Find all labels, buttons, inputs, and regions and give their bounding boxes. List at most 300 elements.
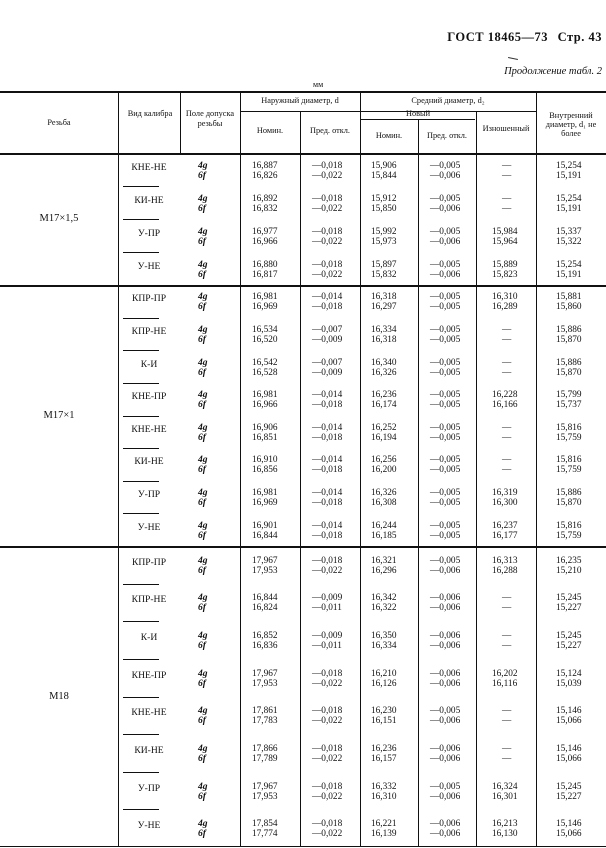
- cell-d1: 15,146: [556, 743, 582, 754]
- cell-d1: 15,870: [556, 334, 582, 345]
- cell-worn: —: [502, 603, 512, 614]
- gauge-type: КПР-НЕ: [131, 594, 167, 606]
- cell-d1: 15,245: [556, 631, 582, 642]
- tolerance-field-2: 6f: [198, 829, 206, 840]
- cell-worn: 16,202: [492, 668, 518, 679]
- cell-worn: 16,289: [492, 302, 518, 313]
- cell-d2-dev: —0,006: [430, 593, 461, 604]
- tolerance-field-2: 6f: [198, 565, 206, 576]
- tolerance-field-1: 4g: [198, 292, 208, 303]
- cell-d1: 15,066: [556, 753, 582, 764]
- col-thread: Резьба: [47, 118, 71, 127]
- cell-d-dev: —0,011: [312, 641, 342, 652]
- group-separator: [0, 285, 606, 287]
- cell-worn: —: [502, 455, 512, 466]
- tolerance-field-1: 4g: [198, 488, 208, 499]
- cell-d1: 15,337: [556, 226, 582, 237]
- cell-d-nom: 16,836: [252, 641, 278, 652]
- cell-d-dev: —0,009: [312, 334, 343, 345]
- cell-d-dev: —0,018: [312, 160, 343, 171]
- cell-d-dev: —0,007: [312, 357, 343, 368]
- tolerance-field-2: 6f: [198, 432, 206, 443]
- cell-d2-dev: —0,005: [430, 334, 461, 345]
- cell-d-dev: —0,014: [312, 520, 343, 531]
- cell-d2-dev: —0,006: [430, 668, 461, 679]
- cell-d-dev: —0,018: [312, 226, 343, 237]
- cell-d-dev: —0,009: [312, 367, 343, 378]
- col-pitch-dev: Пред. откл.: [427, 131, 467, 140]
- cell-d-dev: —0,018: [312, 400, 343, 411]
- cell-worn: —: [502, 716, 512, 727]
- cell-d2-nom: 16,236: [371, 743, 397, 754]
- group-separator: [0, 546, 606, 548]
- cell-d2-nom: 16,297: [371, 302, 397, 313]
- tolerance-field-1: 4g: [198, 226, 208, 237]
- cell-d-dev: —0,018: [312, 743, 343, 754]
- tolerance-field-1: 4g: [198, 357, 208, 368]
- col-outer-nom: Номин.: [256, 126, 284, 135]
- cell-d-nom: 16,892: [252, 193, 278, 204]
- decorative-dash: [508, 57, 518, 60]
- cell-d1: 15,759: [556, 465, 582, 476]
- gauge-type: КПР-НЕ: [131, 325, 167, 337]
- gauge-type: КНЕ-НЕ: [131, 423, 167, 435]
- cell-worn: —: [502, 593, 512, 604]
- cell-d2-nom: 15,897: [371, 259, 397, 270]
- cell-d1: 15,210: [556, 565, 582, 576]
- cell-worn: 16,310: [492, 292, 518, 303]
- tolerance-field-1: 4g: [198, 422, 208, 433]
- cell-worn: 16,130: [492, 829, 518, 840]
- gauge-type: У-ПР: [137, 782, 161, 794]
- tolerance-field-2: 6f: [198, 716, 206, 727]
- cell-d-nom: 16,826: [252, 170, 278, 181]
- gauge-type: КНЕ-НЕ: [131, 707, 167, 719]
- cell-d2-nom: 16,139: [371, 829, 397, 840]
- cell-d1: 15,066: [556, 829, 582, 840]
- cell-d-dev: —0,018: [312, 465, 343, 476]
- cell-d1: 15,886: [556, 324, 582, 335]
- tolerance-field-1: 4g: [198, 259, 208, 270]
- cell-worn: 15,823: [492, 269, 518, 280]
- gauge-type: К-И: [140, 358, 158, 370]
- cell-d-nom: 16,906: [252, 422, 278, 433]
- cell-d-dev: —0,018: [312, 302, 343, 313]
- cell-d-dev: —0,009: [312, 631, 343, 642]
- cell-d2-dev: —0,005: [430, 488, 461, 499]
- cell-d-nom: 16,969: [252, 498, 278, 509]
- cell-d2-dev: —0,005: [430, 390, 461, 401]
- cell-d1: 15,254: [556, 259, 582, 270]
- cell-worn: —: [502, 422, 512, 433]
- cell-worn: —: [502, 753, 512, 764]
- cell-d2-dev: —0,005: [430, 422, 461, 433]
- gauge-type: КНЕ-НЕ: [131, 161, 167, 173]
- cell-d-nom: 16,981: [252, 488, 278, 499]
- cell-d2-nom: 16,332: [371, 781, 397, 792]
- cell-d1: 15,870: [556, 498, 582, 509]
- cell-d2-dev: —0,005: [430, 530, 461, 541]
- cell-d-nom: 16,966: [252, 236, 278, 247]
- tolerance-field-1: 4g: [198, 668, 208, 679]
- cell-worn: —: [502, 641, 512, 652]
- col-gauge-type: Вид калибра: [127, 109, 173, 118]
- gauge-type: У-НЕ: [137, 260, 161, 272]
- cell-d1: 15,759: [556, 530, 582, 541]
- cell-worn: 15,964: [492, 236, 518, 247]
- cell-d2-nom: 15,844: [371, 170, 397, 181]
- col-tolerance-field: Поле допуска резьбы: [185, 109, 235, 128]
- cell-worn: —: [502, 367, 512, 378]
- cell-d1: 15,322: [556, 236, 582, 247]
- gauge-divider: [123, 481, 159, 482]
- cell-d1: 15,124: [556, 668, 582, 679]
- cell-d-nom: 17,953: [252, 791, 278, 802]
- gauge-type: КИ-НЕ: [134, 744, 164, 756]
- gauge-type: У-ПР: [137, 227, 161, 239]
- tolerance-field-2: 6f: [198, 530, 206, 541]
- cell-d2-dev: —0,006: [430, 170, 461, 181]
- gauge-divider: [123, 621, 159, 622]
- cell-d2-nom: 15,906: [371, 160, 397, 171]
- cell-d2-dev: —0,006: [430, 565, 461, 576]
- cell-d2-dev: —0,005: [430, 781, 461, 792]
- cell-d1: 15,870: [556, 367, 582, 378]
- cell-d2-nom: 16,310: [371, 791, 397, 802]
- cell-d2-dev: —0,005: [430, 292, 461, 303]
- tolerance-field-1: 4g: [198, 631, 208, 642]
- cell-d1: 15,146: [556, 819, 582, 830]
- tolerance-field-2: 6f: [198, 498, 206, 509]
- thread-label: M17×1,5: [39, 213, 79, 224]
- cell-d2-nom: 16,256: [371, 455, 397, 466]
- tolerance-field-1: 4g: [198, 743, 208, 754]
- cell-worn: —: [502, 170, 512, 181]
- cell-d-nom: 16,534: [252, 324, 278, 335]
- cell-d2-nom: 16,221: [371, 819, 397, 830]
- gauge-divider: [123, 697, 159, 698]
- cell-d-nom: 17,774: [252, 829, 278, 840]
- cell-worn: —: [502, 334, 512, 345]
- gauge-type: КИ-НЕ: [134, 456, 164, 468]
- tolerance-field-2: 6f: [198, 791, 206, 802]
- cell-d2-nom: 16,185: [371, 530, 397, 541]
- cell-d-nom: 16,977: [252, 226, 278, 237]
- cell-d-dev: —0,014: [312, 422, 343, 433]
- cell-d-nom: 16,844: [252, 530, 278, 541]
- cell-d1: 15,245: [556, 593, 582, 604]
- gauge-divider: [123, 252, 159, 253]
- cell-worn: 15,984: [492, 226, 518, 237]
- tolerance-field-2: 6f: [198, 203, 206, 214]
- cell-d2-nom: 16,342: [371, 593, 397, 604]
- cell-d-nom: 16,856: [252, 465, 278, 476]
- gauge-divider: [123, 318, 159, 319]
- cell-d-nom: 16,844: [252, 593, 278, 604]
- gauge-divider: [123, 659, 159, 660]
- col-pitch-nom: Номин.: [375, 131, 403, 140]
- cell-d-nom: 16,817: [252, 269, 278, 280]
- cell-d1: 15,816: [556, 422, 582, 433]
- cell-d2-nom: 16,321: [371, 555, 397, 566]
- tolerance-field-2: 6f: [198, 465, 206, 476]
- cell-d-nom: 17,967: [252, 555, 278, 566]
- cell-d-dev: —0,014: [312, 292, 343, 303]
- cell-d2-nom: 16,157: [371, 753, 397, 764]
- cell-d-nom: 17,861: [252, 706, 278, 717]
- cell-d-nom: 16,542: [252, 357, 278, 368]
- page-header: [447, 30, 602, 45]
- cell-d-nom: 17,854: [252, 819, 278, 830]
- cell-d2-dev: —0,005: [430, 432, 461, 443]
- cell-d2-nom: 16,326: [371, 488, 397, 499]
- cell-d2-dev: —0,005: [430, 400, 461, 411]
- cell-d2-nom: 16,318: [371, 334, 397, 345]
- tolerance-field-1: 4g: [198, 593, 208, 604]
- cell-d2-dev: —0,005: [430, 357, 461, 368]
- cell-d2-nom: 15,992: [371, 226, 397, 237]
- cell-d2-dev: —0,005: [430, 455, 461, 466]
- gauge-divider: [123, 186, 159, 187]
- cell-d2-dev: —0,006: [430, 603, 461, 614]
- cell-worn: 16,228: [492, 390, 518, 401]
- cell-d-dev: —0,014: [312, 455, 343, 466]
- cell-d-dev: —0,018: [312, 530, 343, 541]
- cell-d-nom: 16,969: [252, 302, 278, 313]
- cell-d2-nom: 16,126: [371, 678, 397, 689]
- tolerance-field-2: 6f: [198, 334, 206, 345]
- cell-worn: 16,177: [492, 530, 518, 541]
- tolerance-field-1: 4g: [198, 706, 208, 717]
- cell-d2-nom: 16,244: [371, 520, 397, 531]
- cell-worn: 15,889: [492, 259, 518, 270]
- cell-d-dev: —0,022: [312, 236, 343, 247]
- cell-d2-dev: —0,005: [430, 555, 461, 566]
- cell-d-nom: 17,953: [252, 565, 278, 576]
- cell-d-dev: —0,018: [312, 193, 343, 204]
- cell-d1: 15,191: [556, 203, 582, 214]
- gauge-type: КПР-ПР: [131, 293, 167, 305]
- cell-d2-nom: 16,252: [371, 422, 397, 433]
- col-pitch-diameter: Средний диаметр, d₂: [411, 96, 485, 105]
- standard-number: ГОСТ 18465—73: [447, 30, 549, 44]
- tolerance-field-2: 6f: [198, 367, 206, 378]
- cell-d2-dev: —0,005: [430, 302, 461, 313]
- gauge-type: КНЕ-ПР: [131, 669, 167, 681]
- cell-d-nom: 16,880: [252, 259, 278, 270]
- cell-d1: 15,191: [556, 269, 582, 280]
- cell-d2-nom: 15,850: [371, 203, 397, 214]
- cell-d-dev: —0,018: [312, 259, 343, 270]
- cell-d2-dev: —0,005: [430, 706, 461, 717]
- cell-d-nom: 17,967: [252, 668, 278, 679]
- gauge-divider: [123, 350, 159, 351]
- cell-d2-dev: —0,006: [430, 829, 461, 840]
- cell-d-dev: —0,018: [312, 498, 343, 509]
- cell-d1: 15,759: [556, 432, 582, 443]
- cell-d2-dev: —0,006: [430, 791, 461, 802]
- cell-d-nom: 16,910: [252, 455, 278, 466]
- cell-d-dev: —0,011: [312, 603, 342, 614]
- cell-worn: —: [502, 432, 512, 443]
- cell-d-nom: 16,887: [252, 160, 278, 171]
- cell-worn: —: [502, 465, 512, 476]
- col-outer-dev: Пред. откл.: [310, 126, 350, 135]
- cell-d2-dev: —0,006: [430, 678, 461, 689]
- cell-d2-nom: 16,334: [371, 324, 397, 335]
- cell-d2-dev: —0,006: [430, 631, 461, 642]
- cell-d2-dev: —0,006: [430, 716, 461, 727]
- cell-worn: 16,313: [492, 555, 518, 566]
- gauge-divider: [123, 734, 159, 735]
- gauge-divider: [123, 772, 159, 773]
- cell-d2-nom: 16,340: [371, 357, 397, 368]
- gauge-divider: [123, 584, 159, 585]
- tolerance-field-2: 6f: [198, 269, 206, 280]
- cell-d1: 15,245: [556, 781, 582, 792]
- cell-d2-dev: —0,006: [430, 203, 461, 214]
- cell-d2-dev: —0,006: [430, 743, 461, 754]
- tolerance-field-2: 6f: [198, 603, 206, 614]
- table-bottom-border: [0, 846, 606, 847]
- gauge-divider: [123, 219, 159, 220]
- table-continuation-label: Продолжение табл. 2: [504, 66, 602, 77]
- cell-worn: —: [502, 743, 512, 754]
- cell-d2-dev: —0,005: [430, 193, 461, 204]
- thread-label: M18: [49, 690, 69, 702]
- tolerance-field-2: 6f: [198, 302, 206, 313]
- cell-worn: 16,324: [492, 781, 518, 792]
- cell-d2-nom: 15,973: [371, 236, 397, 247]
- gauge-type: У-ПР: [137, 489, 161, 501]
- tolerance-field-1: 4g: [198, 390, 208, 401]
- cell-d1: 15,066: [556, 716, 582, 727]
- tolerance-field-1: 4g: [198, 455, 208, 466]
- cell-d-dev: —0,018: [312, 706, 343, 717]
- tolerance-field-2: 6f: [198, 753, 206, 764]
- cell-d-nom: 16,824: [252, 603, 278, 614]
- cell-worn: —: [502, 203, 512, 214]
- cell-d2-dev: —0,005: [430, 324, 461, 335]
- cell-d2-nom: 16,318: [371, 292, 397, 303]
- cell-d-nom: 17,953: [252, 678, 278, 689]
- cell-d1: 15,254: [556, 193, 582, 204]
- tolerance-field-1: 4g: [198, 520, 208, 531]
- cell-worn: 16,213: [492, 819, 518, 830]
- cell-d-dev: —0,007: [312, 324, 343, 335]
- cell-worn: 16,301: [492, 791, 518, 802]
- cell-d1: 15,191: [556, 170, 582, 181]
- cell-d2-nom: 16,194: [371, 432, 397, 443]
- tolerance-field-2: 6f: [198, 678, 206, 689]
- cell-d2-dev: —0,006: [430, 753, 461, 764]
- cell-d1: 15,227: [556, 791, 582, 802]
- tolerance-field-2: 6f: [198, 641, 206, 652]
- cell-d-dev: —0,018: [312, 555, 343, 566]
- cell-d2-nom: 16,334: [371, 641, 397, 652]
- cell-d1: 15,254: [556, 160, 582, 171]
- cell-d-nom: 16,901: [252, 520, 278, 531]
- cell-worn: 16,300: [492, 498, 518, 509]
- cell-d2-nom: 15,912: [371, 193, 397, 204]
- cell-d2-nom: 16,200: [371, 465, 397, 476]
- cell-d-nom: 16,966: [252, 400, 278, 411]
- cell-d1: 15,860: [556, 302, 582, 313]
- cell-d1: 15,881: [556, 292, 582, 303]
- cell-d-dev: —0,022: [312, 716, 343, 727]
- cell-d-dev: —0,022: [312, 565, 343, 576]
- cell-d1: 15,886: [556, 488, 582, 499]
- cell-d-nom: 17,866: [252, 743, 278, 754]
- tolerance-field-1: 4g: [198, 324, 208, 335]
- gauge-divider: [123, 416, 159, 417]
- col-worn: Изношенный: [482, 124, 530, 133]
- cell-d2-dev: —0,006: [430, 641, 461, 652]
- cell-worn: 16,319: [492, 488, 518, 499]
- cell-d1: 15,886: [556, 357, 582, 368]
- gauge-type: У-НЕ: [137, 820, 161, 832]
- cell-d-nom: 17,789: [252, 753, 278, 764]
- cell-d2-dev: —0,006: [430, 819, 461, 830]
- gauge-type: КНЕ-ПР: [131, 391, 167, 403]
- cell-worn: 16,288: [492, 565, 518, 576]
- gauge-type: КИ-НЕ: [134, 194, 164, 206]
- cell-d-nom: 17,967: [252, 781, 278, 792]
- cell-d2-nom: 16,296: [371, 565, 397, 576]
- col-inner-diameter: Внутренний диаметр, d₁ не более: [545, 111, 597, 138]
- cell-d2-dev: —0,006: [430, 269, 461, 280]
- cell-d2-nom: 16,350: [371, 631, 397, 642]
- cell-worn: —: [502, 706, 512, 717]
- cell-d1: 16,235: [556, 555, 582, 566]
- cell-d-dev: —0,018: [312, 781, 343, 792]
- cell-d-dev: —0,014: [312, 390, 343, 401]
- cell-d-dev: —0,018: [312, 668, 343, 679]
- cell-d-dev: —0,022: [312, 170, 343, 181]
- unit-label: мм: [313, 80, 324, 89]
- gauge-type: КПР-ПР: [131, 556, 167, 568]
- cell-d2-dev: —0,005: [430, 465, 461, 476]
- cell-d-nom: 16,851: [252, 432, 278, 443]
- cell-worn: —: [502, 631, 512, 642]
- cell-worn: —: [502, 324, 512, 335]
- cell-worn: —: [502, 193, 512, 204]
- cell-d2-nom: 16,322: [371, 603, 397, 614]
- cell-d-nom: 16,852: [252, 631, 278, 642]
- cell-worn: —: [502, 160, 512, 171]
- cell-d-nom: 16,981: [252, 390, 278, 401]
- cell-d-nom: 16,520: [252, 334, 278, 345]
- data-table: [0, 91, 606, 847]
- cell-d2-nom: 16,174: [371, 400, 397, 411]
- cell-d1: 15,039: [556, 678, 582, 689]
- gauge-type: К-И: [140, 632, 158, 644]
- tolerance-field-2: 6f: [198, 236, 206, 247]
- cell-d2-dev: —0,005: [430, 498, 461, 509]
- gauge-divider: [123, 383, 159, 384]
- cell-d2-nom: 16,236: [371, 390, 397, 401]
- tolerance-field-1: 4g: [198, 555, 208, 566]
- page-number: Стр. 43: [557, 30, 602, 44]
- cell-d1: 15,227: [556, 641, 582, 652]
- cell-d1: 15,816: [556, 520, 582, 531]
- cell-d-dev: —0,022: [312, 203, 343, 214]
- cell-d-dev: —0,022: [312, 791, 343, 802]
- cell-worn: 16,116: [492, 678, 518, 689]
- tolerance-field-1: 4g: [198, 819, 208, 830]
- cell-worn: 16,166: [492, 400, 518, 411]
- tolerance-field-1: 4g: [198, 781, 208, 792]
